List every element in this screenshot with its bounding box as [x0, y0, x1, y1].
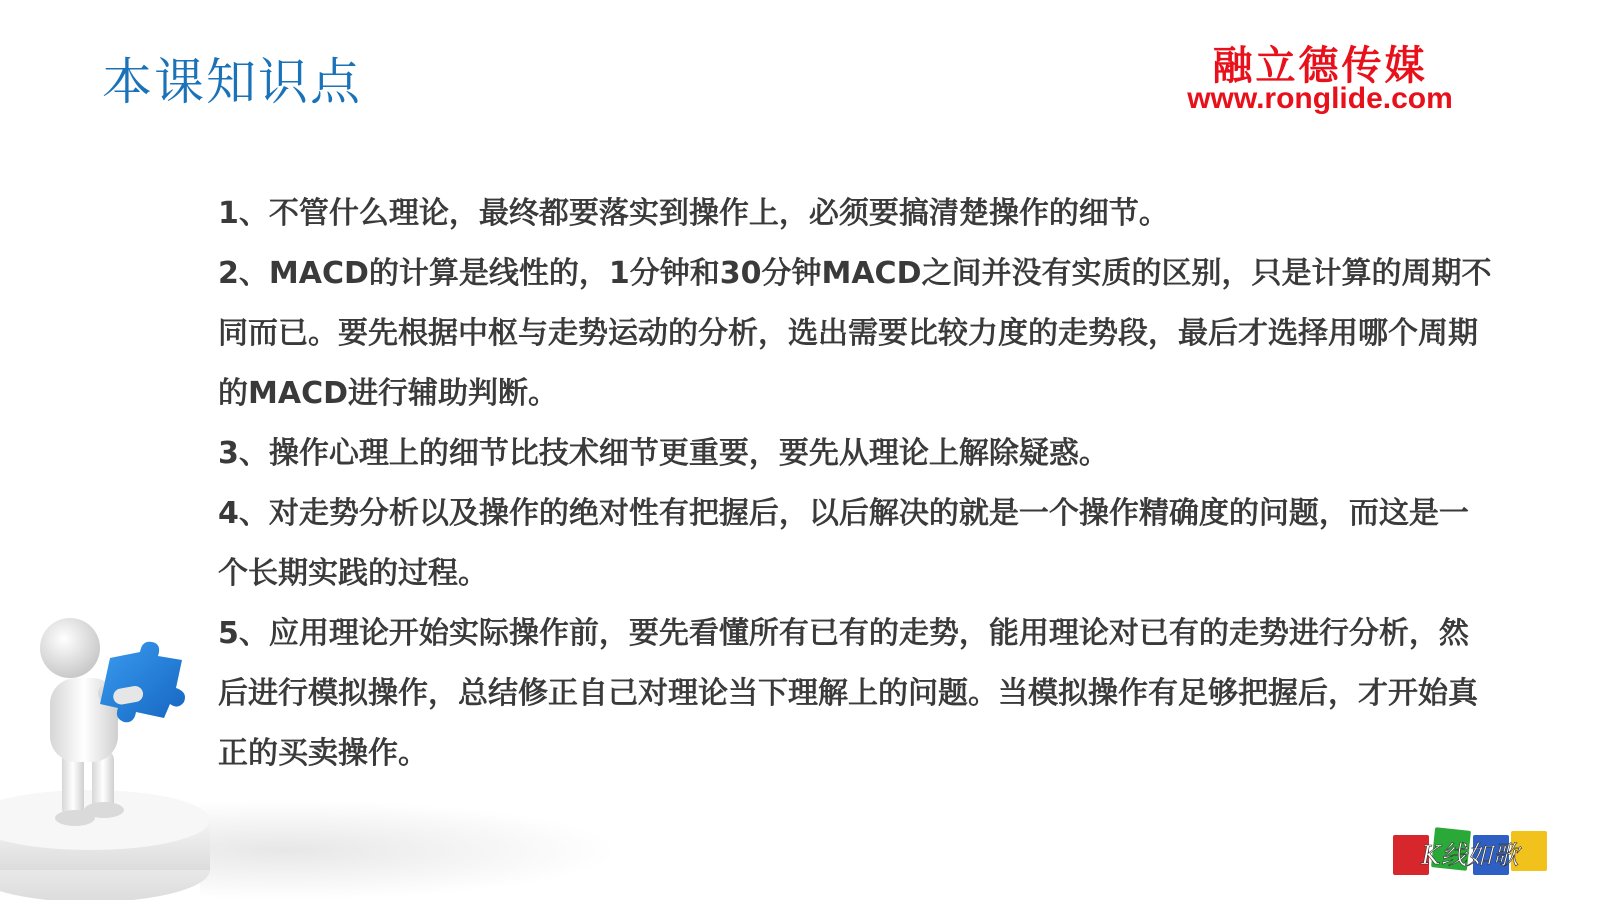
floor-shadow [200, 800, 620, 900]
point-2: 2、MACD的计算是线性的，1分钟和30分钟MACD之间并没有实质的区别，只是计算的周期不同而已。要先根据中枢与走势运动的分析，选出需要比较力度的走势段，最后才选择用哪个周期的MACD进行辅助判断。 [218, 256, 1492, 411]
k-line-badge-icon [1390, 826, 1550, 884]
point-3: 3、操作心理上的细节比技术细节更重要，要先从理论上解除疑惑。 [218, 436, 1109, 471]
point-4: 4、对走势分析以及操作的绝对性有把握后，以后解决的就是一个操作精确度的问题，而这是一个长期实践的过程。 [218, 496, 1469, 591]
brand-url: www.ronglide.com [1187, 82, 1453, 115]
badge-text: K线如歌 [1421, 841, 1519, 871]
figure-with-puzzle-icon [0, 600, 220, 900]
knowledge-points [218, 184, 1498, 784]
point-5: 5、应用理论开始实际操作前，要先看懂所有已有的走势，能用理论对已有的走势进行分析，然后进行模拟操作，总结修正自己对理论当下理解上的问题。当模拟操作有足够把握后，才开始真正的买卖操作。 [218, 616, 1478, 771]
page-title: 本课知识点 [102, 53, 362, 111]
brand-name: 融立德传媒 [1212, 43, 1428, 89]
point-1: 1、不管什么理论，最终都要落实到操作上，必须要搞清楚操作的细节。 [218, 196, 1169, 231]
